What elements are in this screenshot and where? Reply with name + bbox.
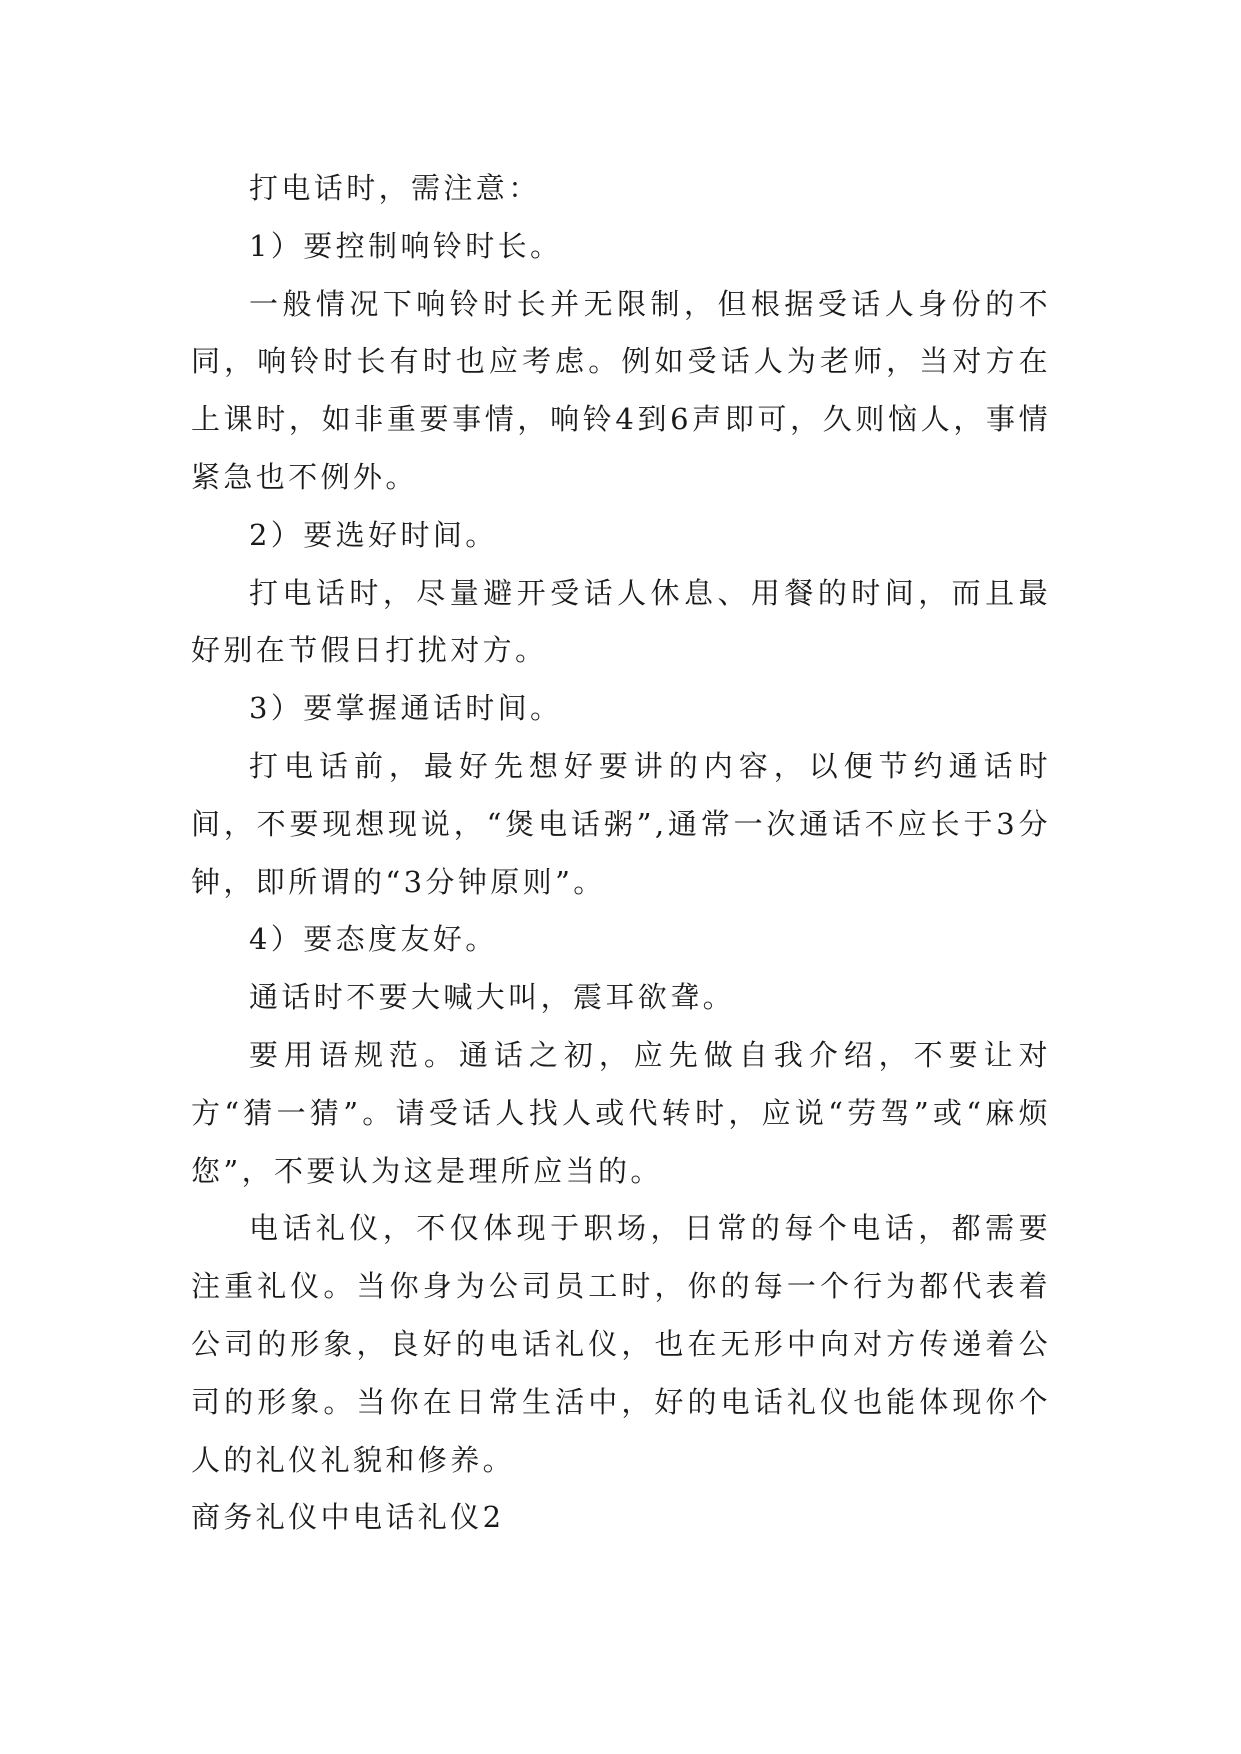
paragraph-point-1-title: 1）要控制响铃时长。 bbox=[249, 228, 563, 263]
paragraph-conclusion: 电话礼仪，不仅体现于职场，日常的每个电话，都需要注重礼仪。当你身为公司员工时，你的每一个行为都代表着公司的形象，良好的电话礼仪，也在无形中向对方传递着公司的形象。当你在日常生活中，好的电话礼仪也能体现你个人的礼仪礼貌和修养。 bbox=[191, 1211, 1051, 1477]
paragraph-point-1-body: 一般情况下响铃时长并无限制，但根据受话人身份的不同，响铃时长有时也应考虑。例如受话人为老师，当对方在上课时，如非重要事情，响铃4到6声即可，久则恼人，事情紧急也不例外。 bbox=[191, 286, 1051, 494]
section-heading: 商务礼仪中电话礼仪2 bbox=[191, 1500, 505, 1535]
paragraph-point-3-body: 打电话前，最好先想好要讲的内容，以便节约通话时间，不要现想现说，“煲电话粥”,通常一次通话不应长于3分钟，即所谓的“3分钟原则”。 bbox=[191, 748, 1051, 899]
paragraph-point-2-body: 打电话时，尽量避开受话人休息、用餐的时间，而且最好别在节假日打扰对方。 bbox=[191, 575, 1051, 668]
paragraph-point-2-title: 2）要选好时间。 bbox=[249, 517, 498, 552]
document-body bbox=[191, 160, 1051, 1547]
paragraph-point-3-title: 3）要掌握通话时间。 bbox=[249, 691, 563, 726]
paragraph-point-4-title: 4）要态度友好。 bbox=[249, 922, 498, 957]
paragraph-point-4-body-b: 要用语规范。通话之初，应先做自我介绍，不要让对方“猜一猜”。请受话人找人或代转时，应说“劳驾”或“麻烦您”，不要认为这是理所应当的。 bbox=[191, 1037, 1051, 1188]
paragraph-intro: 打电话时，需注意： bbox=[249, 171, 541, 205]
paragraph-point-4-body-a: 通话时不要大喊大叫，震耳欲聋。 bbox=[249, 980, 736, 1015]
